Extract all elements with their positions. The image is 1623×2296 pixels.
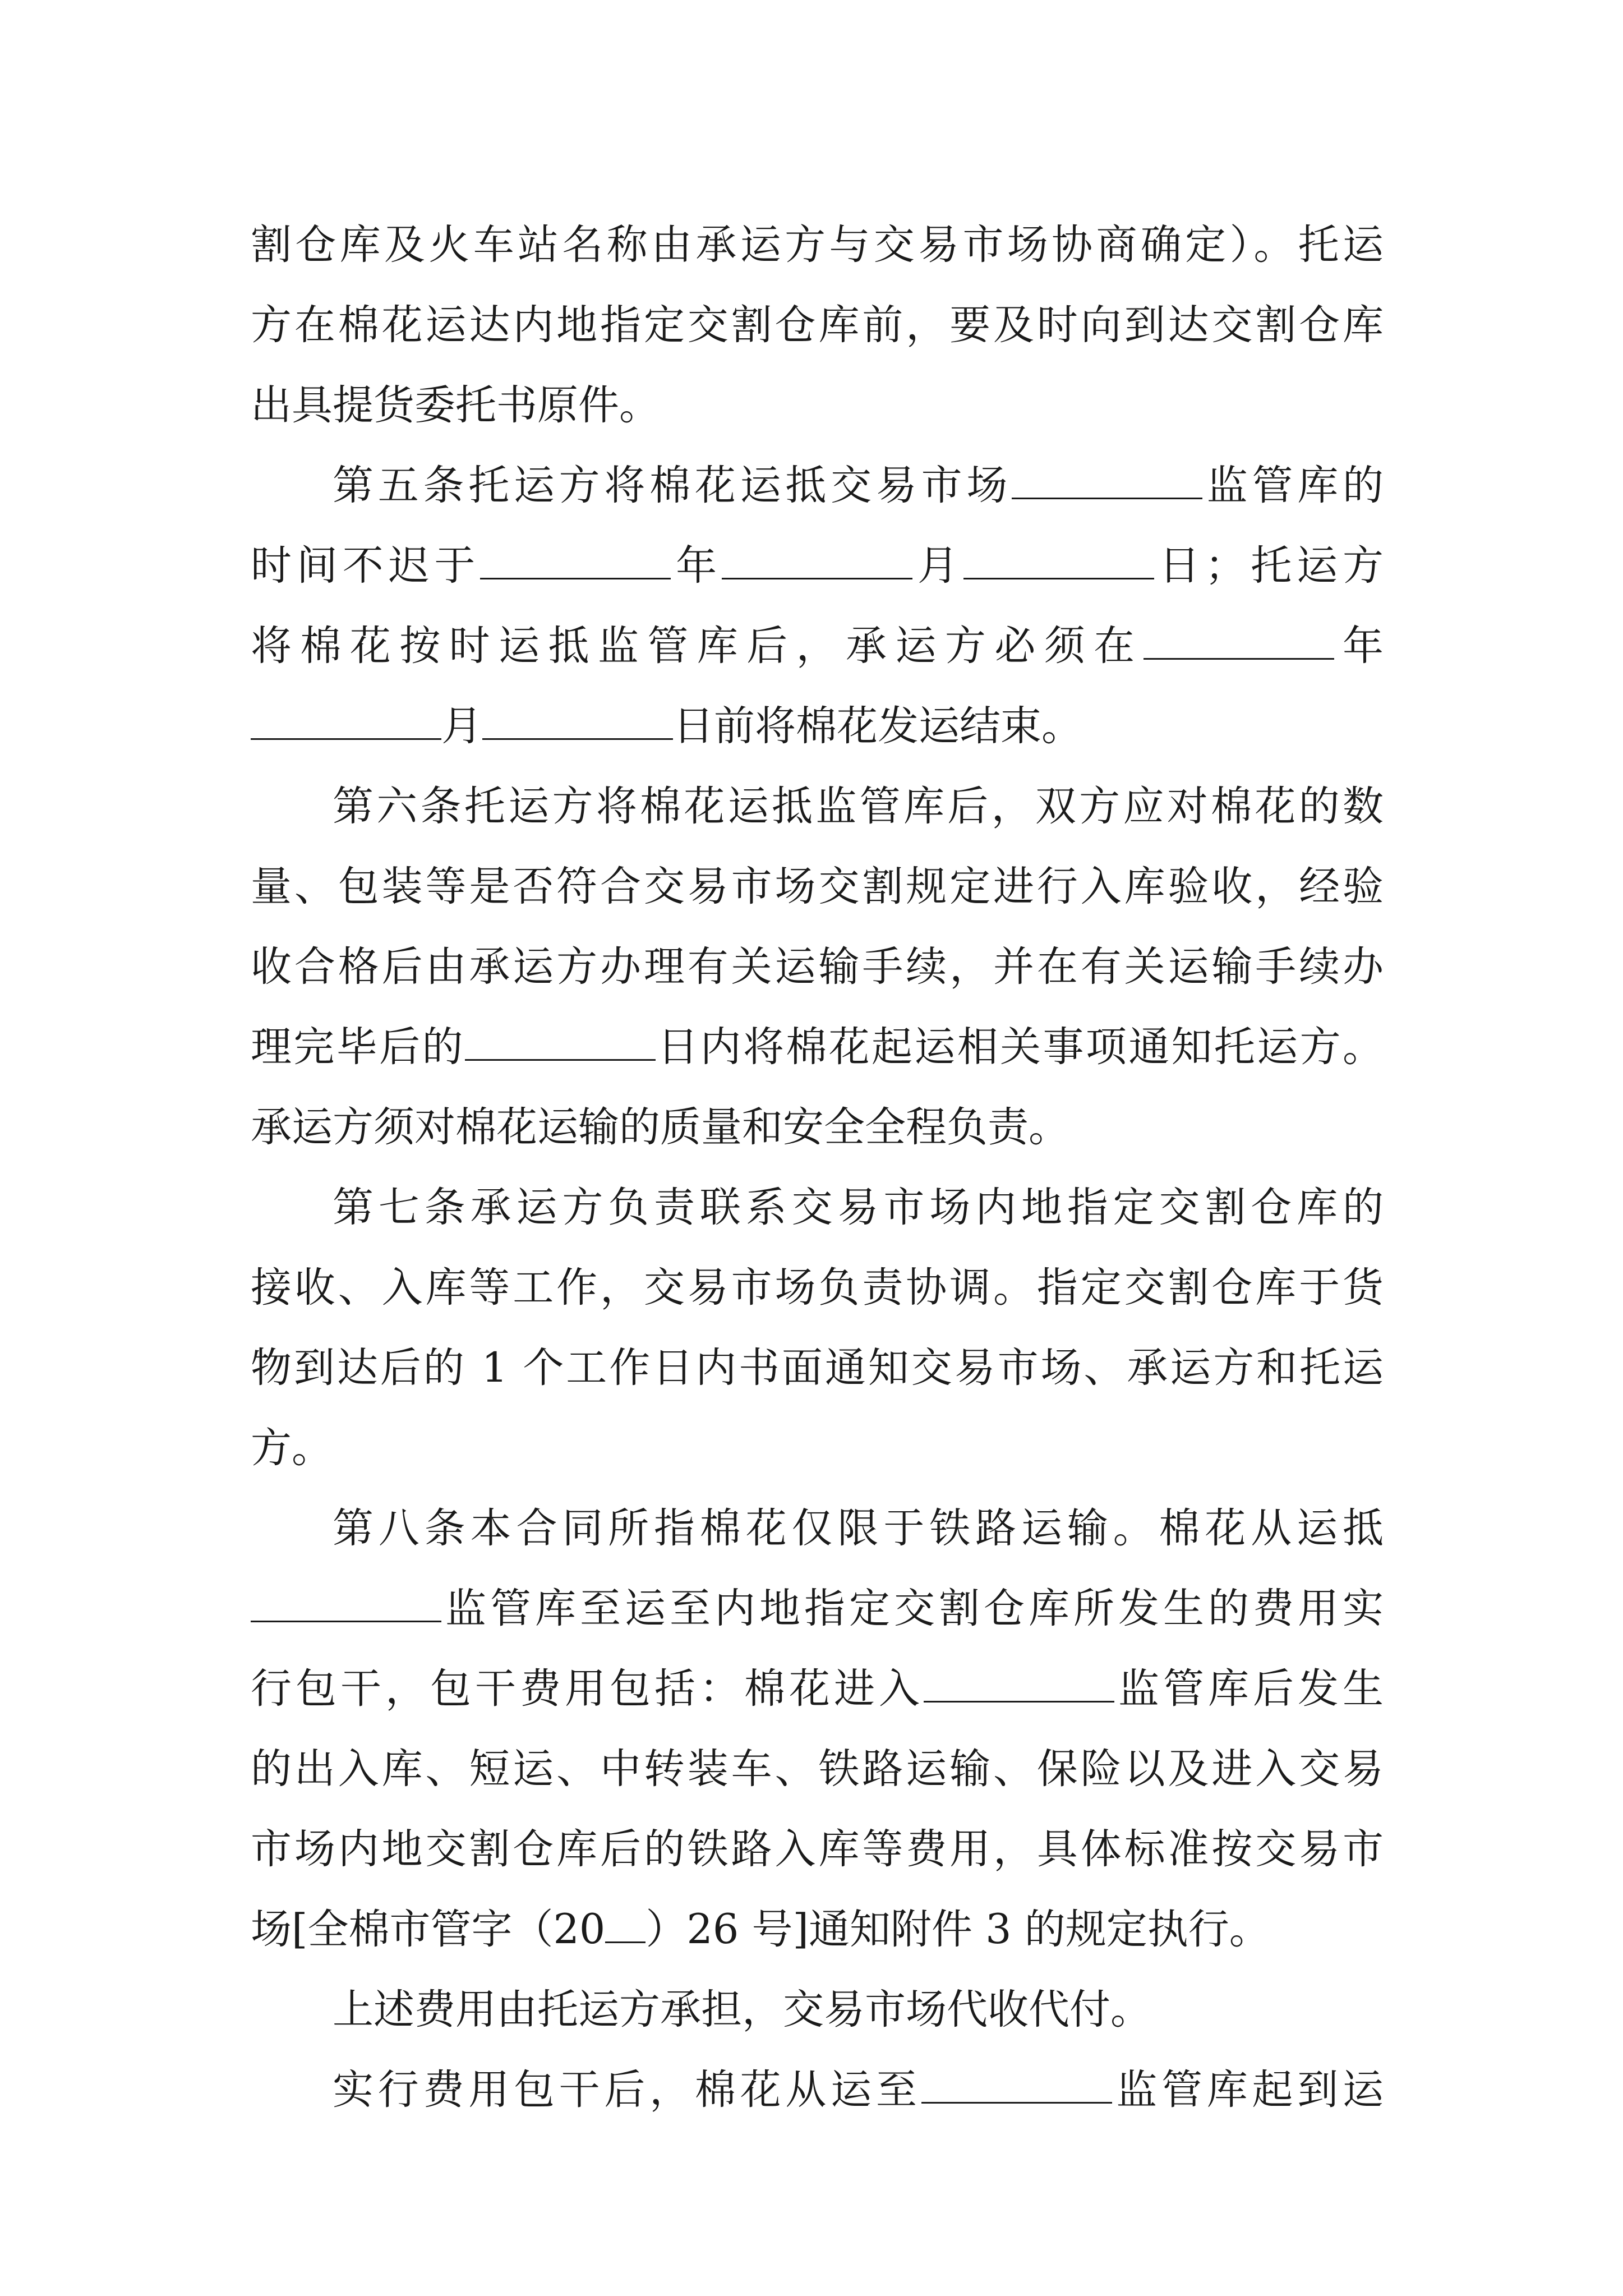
fill-in-blank: [1144, 622, 1334, 660]
fill-in-blank: [1012, 462, 1202, 499]
paragraph-line: 上述费用由托运方承担，交易市场代收代付。: [333, 1986, 1151, 2033]
paragraph-line: 实行费用包干后，棉花从运至 监管库起到运: [333, 2066, 1384, 2114]
text-line: 月 日前将棉花发运结束。: [251, 686, 1384, 766]
text-line: 出具提货委托书原件。: [251, 381, 660, 429]
text-line: 承运方须对棉花运输的质量和安全全程负责。: [251, 1103, 1069, 1151]
text-line: 理完毕后的 日内将棉花起运相关事项通知托运方。: [251, 1023, 1384, 1071]
fill-in-blank: [924, 1665, 1114, 1703]
text-line: 的出入库、短运、中转装车、铁路运输、保险以及进入交易: [251, 1745, 1384, 1793]
fill-in-blank: [480, 542, 671, 579]
fill-in-blank: [605, 1906, 645, 1943]
text-line: 方。: [251, 1424, 333, 1472]
text-line: 接收、入库等工作，交易市场负责协调。指定交割仓库于货: [251, 1264, 1384, 1312]
text-line: 监管库至运至内地指定交割仓库所发生的费用实: [251, 1568, 1384, 1649]
fill-in-blank: [921, 2066, 1112, 2104]
text-line: 市场内地交割仓库后的铁路入库等费用，具体标准按交易市: [251, 1825, 1384, 1873]
article-8-line: 第八条本合同所指棉花仅限于铁路运输。棉花从运抵: [333, 1504, 1384, 1552]
article-6-line: 第六条托运方将棉花运抵监管库后，双方应对棉花的数: [333, 783, 1384, 830]
text-line: 场[全棉市管字（20 ）26 号]通知附件 3 的规定执行。: [251, 1906, 1270, 1953]
fill-in-blank: [963, 542, 1154, 579]
text-line: 割仓库及火车站名称由承运方与交易市场协商确定）。托运: [251, 221, 1384, 269]
article-7-line: 第七条承运方负责联系交易市场内地指定交割仓库的: [333, 1184, 1384, 1231]
fill-in-blank: [465, 1023, 656, 1061]
document-body: [251, 205, 1384, 2130]
text-line: 收合格后由承运方办理有关运输手续，并在有关运输手续办: [251, 943, 1384, 991]
article-5-line: 第五条托运方将棉花运抵交易市场 监管库的: [333, 462, 1384, 509]
text-line: 行包干，包干费用包括：棉花进入 监管库后发生: [251, 1665, 1384, 1713]
text-line: 量、包装等是否符合交易市场交割规定进行入库验收，经验: [251, 863, 1384, 910]
fill-in-blank: [251, 1585, 441, 1622]
text-line: 将棉花按时运抵监管库后，承运方必须在 年: [251, 622, 1384, 670]
text-line: 物到达后的 1 个工作日内书面通知交易市场、承运方和托运: [251, 1344, 1384, 1392]
text-line: 时间不迟于 年 月 日；托运方: [251, 542, 1384, 590]
fill-in-blank: [482, 702, 673, 740]
text-line: 方在棉花运达内地指定交割仓库前，要及时向到达交割仓库: [251, 301, 1384, 349]
fill-in-blank: [722, 542, 912, 579]
fill-in-blank: [251, 702, 441, 740]
